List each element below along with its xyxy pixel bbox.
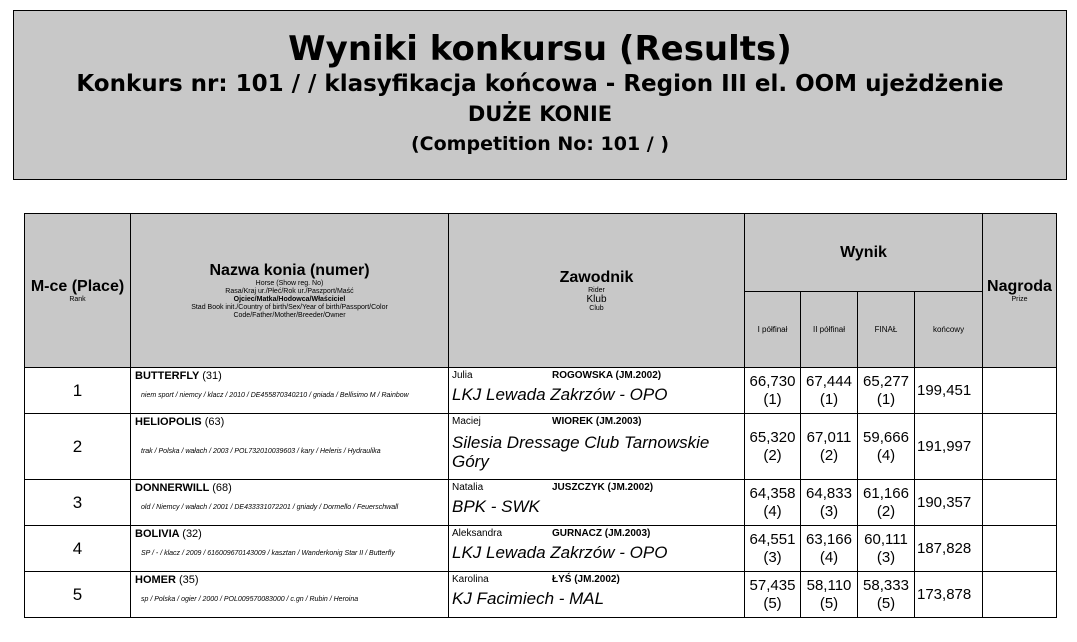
rider-club: BPK - SWK <box>452 497 540 516</box>
rider-club: LKJ Lewada Zakrzów - OPO <box>452 385 668 404</box>
table-row <box>25 480 1057 526</box>
final-score: 60,111 (3) <box>858 526 915 572</box>
horse-details: old / Niemcy / wałach / 2001 / DE433331072201 / gniady / Dormello / Feuerschwall <box>141 504 399 511</box>
category-line: DUŻE KONIE <box>467 102 613 126</box>
table-row <box>25 414 1057 480</box>
rider-last-name: JUSZCZYK (JM.2002) <box>552 482 654 493</box>
semi1-score: 64,358 (4) <box>745 480 801 526</box>
horse-name: HELIOPOLIS <box>135 416 202 428</box>
rider-last-name: ROGOWSKA (JM.2002) <box>552 370 662 381</box>
results-table <box>24 213 1057 618</box>
rider-cell <box>449 480 745 526</box>
rider-club: Silesia Dressage Club Tarnowskie Góry <box>452 433 710 471</box>
rider-cell <box>449 572 745 618</box>
prize-cell <box>983 414 1057 480</box>
place-cell: 2 <box>25 414 131 480</box>
horse-name: HOMER <box>135 574 176 586</box>
rider-cell <box>449 526 745 572</box>
rider-club: LKJ Lewada Zakrzów - OPO <box>452 543 668 562</box>
final-score: 59,666 (4) <box>858 414 915 480</box>
horse-number: (63) <box>204 416 225 428</box>
place-cell: 5 <box>25 572 131 618</box>
rider-first-name: Karolina <box>452 574 489 585</box>
horse-details: trak / Polska / wałach / 2003 / POL732010039603 / kary / Heleris / Hydraulika <box>141 448 381 455</box>
place-header: M-ce (Place) Rank <box>25 214 131 368</box>
rider-last-name: WIOREK (JM.2003) <box>552 416 642 427</box>
semi2-header: II półfinał <box>801 292 858 368</box>
horse-cell <box>131 414 449 480</box>
prize-header: Nagroda Prize <box>983 214 1057 368</box>
table-row <box>25 368 1057 414</box>
total-score: 190,357 <box>915 480 983 526</box>
semi2-score: 63,166 (4) <box>801 526 858 572</box>
horse-header: Nazwa konia (numer) Horse (Show reg. No) Rasa/Kraj ur./Płeć/Rok ur./Paszport/Maść Ojciec/Matka/Hodowca/Właściciel Stad Book init./Country of birth/Sex/Year of birth/Passport/Color Code/Father/Mother/Breeder/Owner <box>131 214 449 368</box>
final-header: FINAŁ <box>858 292 915 368</box>
total-score: 173,878 <box>915 572 983 618</box>
horse-details: sp / Polska / ogier / 2000 / POL009570083000 / c.gn / Rubin / Heroina <box>141 596 359 603</box>
horse-name: BOLIVIA <box>135 528 180 540</box>
prize-cell <box>983 526 1057 572</box>
semi2-score: 58,110 (5) <box>801 572 858 618</box>
horse-cell <box>131 572 449 618</box>
rider-club: KJ Facimiech - MAL <box>452 589 605 608</box>
competition-number-line: (Competition No: 101 / ) <box>410 133 670 155</box>
semi1-score: 57,435 (5) <box>745 572 801 618</box>
prize-cell <box>983 480 1057 526</box>
semi1-score: 66,730 (1) <box>745 368 801 414</box>
total-score: 191,997 <box>915 414 983 480</box>
horse-details: niem sport / niemcy / klacz / 2010 / DE455870340210 / gniada / Bellisimo M / Rainbow <box>141 392 409 399</box>
horse-name: BUTTERFLY <box>135 370 200 382</box>
rider-last-name: ŁYŚ (JM.2002) <box>552 574 620 585</box>
page-title: Wyniki konkursu (Results) <box>288 29 792 69</box>
place-cell: 1 <box>25 368 131 414</box>
horse-cell <box>131 480 449 526</box>
table-row <box>25 572 1057 618</box>
rider-last-name: GURNACZ (JM.2003) <box>552 528 651 539</box>
prize-cell <box>983 572 1057 618</box>
semi2-score: 67,011 (2) <box>801 414 858 480</box>
rider-header: Zawodnik Rider Klub Club <box>449 214 745 368</box>
horse-cell <box>131 368 449 414</box>
rider-first-name: Julia <box>452 370 473 381</box>
horse-cell <box>131 526 449 572</box>
rider-cell <box>449 368 745 414</box>
semi1-score: 65,320 (2) <box>745 414 801 480</box>
semi2-score: 64,833 (3) <box>801 480 858 526</box>
rider-first-name: Natalia <box>452 482 484 493</box>
total-score: 199,451 <box>915 368 983 414</box>
horse-number: (68) <box>212 482 232 494</box>
semi1-header: I półfinał <box>745 292 801 368</box>
table-row <box>25 526 1057 572</box>
final-score: 58,333 (5) <box>858 572 915 618</box>
result-header: Wynik <box>745 214 983 292</box>
place-cell: 3 <box>25 480 131 526</box>
rider-first-name: Aleksandra <box>452 528 503 539</box>
semi1-score: 64,551 (3) <box>745 526 801 572</box>
horse-name: DONNERWILL <box>135 482 210 494</box>
prize-cell <box>983 368 1057 414</box>
rider-cell <box>449 414 745 480</box>
horse-number: (32) <box>182 528 202 540</box>
results-header <box>13 10 1067 180</box>
horse-details: SP / - / klacz / 2009 / 616009670143009 / kasztan / Wanderkonig Star II / Butterfly <box>141 550 395 557</box>
horse-number: (35) <box>179 574 199 586</box>
final-score: 65,277 (1) <box>858 368 915 414</box>
rider-first-name: Maciej <box>452 416 481 427</box>
place-cell: 4 <box>25 526 131 572</box>
total-score: 187,828 <box>915 526 983 572</box>
competition-line: Konkurs nr: 101 / / klasyfikacja końcowa - Region III el. OOM ujeżdżenie <box>76 71 1004 97</box>
final-score: 61,166 (2) <box>858 480 915 526</box>
total-header: końcowy <box>915 292 983 368</box>
semi2-score: 67,444 (1) <box>801 368 858 414</box>
horse-number: (31) <box>202 370 222 382</box>
